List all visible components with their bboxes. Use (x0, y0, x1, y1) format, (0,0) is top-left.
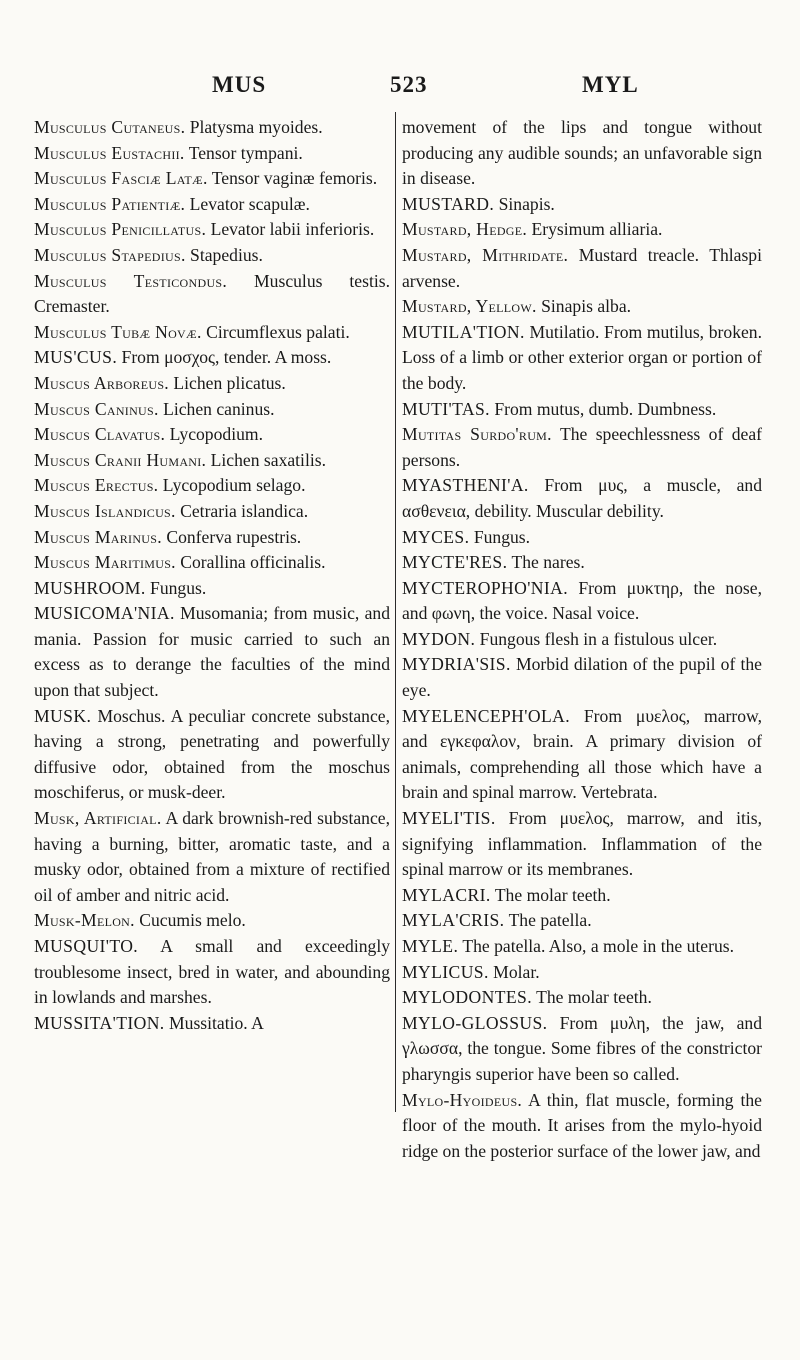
dictionary-entry (34, 550, 390, 576)
entry-headword: Musculus Cutaneus. (34, 117, 186, 137)
dictionary-entry (402, 806, 762, 883)
dictionary-entry (402, 422, 762, 473)
entry-definition: Lichen caninus. (158, 398, 275, 419)
dictionary-entry (34, 345, 390, 371)
entry-definition: From μυλη, the jaw, and γλωσσα, the tongue. Some fibres of the constrictor pharyngis superior have been so called. (402, 1012, 762, 1084)
entry-headword: MYCTEROPHO'NIA. (402, 577, 569, 598)
entry-headword: Muscus Clavatus. (34, 424, 166, 445)
entry-headword: Musk, Artificial. (34, 808, 162, 829)
dictionary-entry (402, 192, 762, 218)
right-column (402, 115, 762, 1164)
entry-definition: Lycopodium selago. (158, 475, 306, 496)
dictionary-entry (402, 934, 762, 960)
entry-definition: Levator scapulæ. (185, 193, 310, 214)
header-left-guideword: MUS (212, 72, 267, 97)
entry-headword: Musculus Testicondus. (34, 270, 228, 291)
dictionary-entry (34, 934, 390, 1011)
entry-definition: The molar teeth. (532, 987, 652, 1008)
dictionary-entry (402, 525, 762, 551)
entry-headword: Musculus Stapedius. (34, 244, 186, 265)
dictionary-entry (402, 627, 762, 653)
entry-definition: Tensor tympani. (184, 142, 303, 163)
dictionary-entry (34, 192, 390, 218)
dictionary-entry (402, 115, 762, 192)
entry-headword: MUS'CUS. (34, 347, 118, 368)
page-header (0, 72, 800, 106)
dictionary-entry (402, 960, 762, 986)
entry-headword: MYELI'TIS. (402, 808, 496, 829)
entry-headword: MUSQUI'TO. (34, 936, 139, 956)
dictionary-entry (402, 320, 762, 397)
entry-definition: Lichen plicatus. (169, 372, 286, 393)
dictionary-entry (34, 525, 390, 551)
entry-headword: Mustard, Mithridate. (402, 244, 569, 265)
dictionary-entry (34, 1011, 390, 1037)
entry-headword: MUSTARD. (402, 193, 495, 214)
entry-headword: Muscus Caninus. (34, 398, 159, 419)
dictionary-entry (34, 601, 390, 703)
dictionary-entry (402, 908, 762, 934)
entry-definition: Circumflexus palati. (201, 321, 350, 342)
dictionary-entry (402, 294, 762, 320)
dictionary-entry (34, 576, 390, 602)
entry-definition: Fungus. (145, 577, 207, 598)
left-column (34, 115, 390, 1036)
entry-headword: MYLA'CRIS. (402, 910, 505, 931)
entry-definition: Mussitatio. A (164, 1012, 264, 1033)
dictionary-entry (402, 550, 762, 576)
dictionary-entry (34, 243, 390, 269)
entry-headword: MYDON. (402, 628, 476, 649)
entry-headword: Musculus Tubæ Novæ. (34, 321, 202, 342)
entry-definition: The nares. (507, 552, 585, 573)
entry-headword: Mustard, Yellow. (402, 296, 537, 317)
entry-definition: A thin, flat muscle, forming the floor of the mouth. It arises from the mylo-hyoid ridge on the posterior surface of the lower jaw, and (402, 1089, 762, 1161)
entry-headword: MYELENCEPH'OLA. (402, 705, 570, 726)
entry-definition: The patella. Also, a mole in the uterus. (458, 936, 734, 956)
entry-definition: From mutus, dumb. Dumbness. (489, 398, 717, 419)
dictionary-entry (402, 576, 762, 627)
dictionary-entry (402, 243, 762, 294)
dictionary-entry (34, 166, 390, 192)
entry-definition: Sinapis. (494, 193, 555, 214)
dictionary-entry (34, 371, 390, 397)
dictionary-entry (402, 985, 762, 1011)
header-right-guideword: MYL (582, 72, 639, 97)
entry-headword: MUSICOMA'NIA. (34, 603, 175, 624)
entry-headword: Musk-Melon. (34, 910, 135, 931)
entry-definition: Morbid dilation of the pupil of the eye. (402, 654, 762, 701)
entry-definition: Mutilatio. From mutilus, broken. Loss of a limb or other exterior organ or portion of the body. (402, 321, 762, 393)
entry-definition: Conferva rupestris. (161, 526, 302, 547)
entry-definition: Lycopodium. (165, 424, 263, 445)
entry-definition: Cucumis melo. (134, 910, 246, 931)
entry-definition: Molar. (488, 961, 540, 982)
dictionary-entry (34, 217, 390, 243)
entry-definition: From μοσχος, tender. A moss. (117, 347, 332, 368)
entry-headword: Muscus Marinus. (34, 526, 162, 547)
entry-headword: Mutitas Surdo'rum. (402, 424, 552, 445)
entry-headword: Musculus Penicillatus. (34, 219, 207, 240)
dictionary-entry (34, 806, 390, 908)
entry-headword: Muscus Erectus. (34, 475, 159, 496)
entry-headword: MYDRIA'SIS. (402, 654, 511, 675)
entry-headword: MYLICUS. (402, 961, 489, 982)
dictionary-entry (34, 115, 390, 141)
dictionary-entry (34, 704, 390, 806)
dictionary-entry (402, 217, 762, 243)
entry-definition: The speechlessness of deaf persons. (402, 424, 762, 470)
entry-headword: MUSSITA'TION. (34, 1012, 165, 1033)
entry-definition: A dark brownish-red substance, having a burning, bitter, aromatic taste, and a musky odor, obtained from a mixture of rectified oil of amber and nitric acid. (34, 808, 390, 905)
dictionary-entry (34, 269, 390, 320)
dictionary-entry (34, 141, 390, 167)
dictionary-entry (402, 883, 762, 909)
entry-headword: Mustard, Hedge. (402, 219, 528, 240)
entry-headword: MUSHROOM. (34, 577, 146, 598)
dictionary-entry (34, 397, 390, 423)
column-divider (395, 112, 396, 1112)
entry-headword: Musculus Patientiæ. (34, 193, 186, 214)
entry-definition: The patella. (504, 910, 592, 931)
dictionary-entry (402, 704, 762, 806)
dictionary-entry (34, 908, 390, 934)
entry-definition: Levator labii inferioris. (206, 219, 375, 240)
entry-headword: Musculus Fasciæ Latæ. (34, 168, 208, 189)
entry-definition: Fungous flesh in a fistulous ulcer. (475, 628, 718, 649)
dictionary-entry (402, 1088, 762, 1165)
entry-definition: Musculus testis. Cremaster. (34, 270, 390, 317)
dictionary-entry (34, 499, 390, 525)
entry-definition: Erysimum alliaria. (527, 219, 663, 240)
entry-headword: Muscus Maritimus. (34, 552, 176, 573)
entry-definition: Musomania; from music, and mania. Passion for music carried to such an excess as to derange the faculties of the mind upon that subject. (34, 603, 390, 701)
entry-headword: MYCTE'RES. (402, 552, 508, 573)
dictionary-entry (402, 397, 762, 423)
entry-definition: Tensor vaginæ femoris. (207, 168, 378, 189)
entry-definition: The molar teeth. (490, 884, 611, 905)
entry-definition: From μυς, a muscle, and ασθενεια, debility. Muscular debility. (402, 475, 762, 521)
entry-headword: MYLE. (402, 936, 459, 956)
entry-definition: A small and exceedingly troublesome insect, bred in water, and abounding in lowlands and marshes. (34, 936, 390, 1008)
entry-headword: Muscus Arboreus. (34, 372, 170, 393)
dictionary-entry (402, 473, 762, 524)
entry-headword: MUTI'TAS. (402, 398, 490, 419)
entry-definition: Fungus. (469, 526, 531, 547)
entry-definition: From μυελος, marrow, and itis, signifying inflammation. Inflammation of the spinal marrow or its membranes. (402, 808, 762, 880)
entry-definition: Platysma myoides. (185, 117, 323, 137)
entry-headword: Musculus Eustachii. (34, 142, 185, 163)
dictionary-entry (34, 473, 390, 499)
dictionary-entry (402, 652, 762, 703)
entry-definition: Mustard treacle. Thlaspi arvense. (402, 244, 762, 291)
entry-headword: MUTILA'TION. (402, 321, 525, 342)
entry-headword: MYLO-GLOSSUS. (402, 1012, 548, 1033)
entry-headword: MUSK. (34, 705, 92, 726)
entry-definition: Corallina officinalis. (175, 552, 326, 573)
dictionary-entry (34, 448, 390, 474)
entry-headword: MYCES. (402, 526, 470, 547)
entry-headword: MYLODONTES. (402, 987, 532, 1008)
entry-definition: Cetraria islandica. (175, 500, 309, 521)
entry-definition: From μυκτηρ, the nose, and φωνη, the voice. Nasal voice. (402, 577, 762, 624)
entry-headword: MYASTHENI'A. (402, 475, 529, 496)
entry-headword: MYLACRI. (402, 884, 491, 905)
entry-definition: Sinapis alba. (536, 296, 632, 317)
entry-definition: Lichen saxatilis. (206, 449, 326, 470)
entry-definition: Moschus. A peculiar concrete substance, having a strong, penetrating and powerfully diffusive odor, obtained from the moschus moschiferus, or musk-deer. (34, 705, 390, 803)
entry-definition: Stapedius. (185, 244, 263, 265)
entry-definition: From μυελος, marrow, and εγκεφαλον, brain. A primary division of animals, comprehending all those which have a brain and spinal marrow. Vertebrata. (402, 705, 762, 803)
dictionary-entry (402, 1011, 762, 1088)
entry-definition: movement of the lips and tongue without producing any audible sounds; an unfavorable sign in disease. (402, 117, 762, 189)
entry-headword: Muscus Cranii Humani. (34, 449, 207, 470)
entry-headword: Muscus Islandicus. (34, 500, 176, 521)
page-number: 523 (390, 72, 428, 97)
dictionary-entry (34, 320, 390, 346)
dictionary-entry (34, 422, 390, 448)
entry-headword: Mylo-Hyoideus. (402, 1089, 523, 1110)
